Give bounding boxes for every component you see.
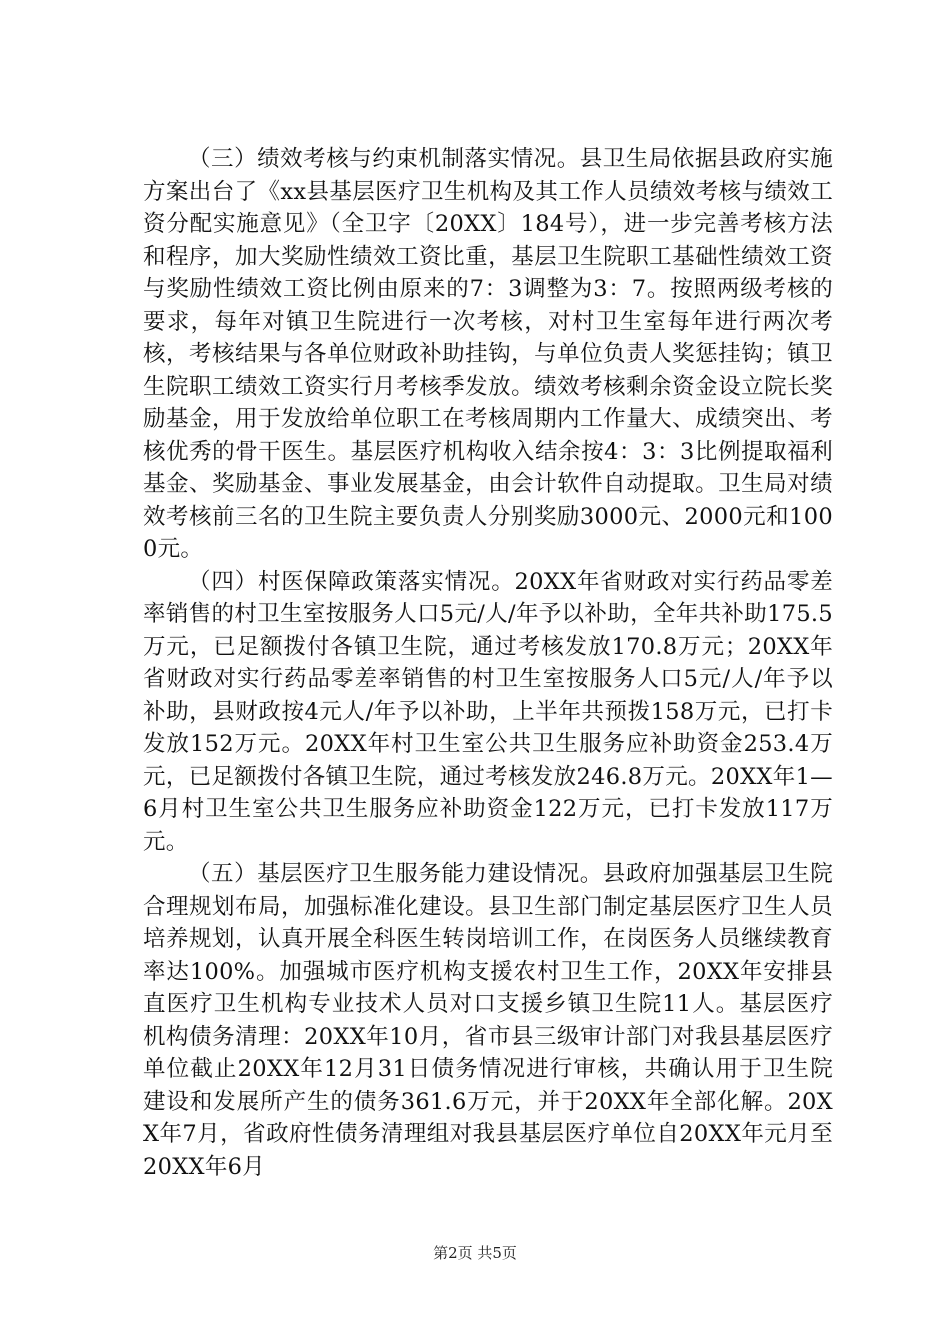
paragraph-service-capacity: （五）基层医疗卫生服务能力建设情况。县政府加强基层卫生院合理规划布局，加强标准化建设。县卫生部门制定基层医疗卫生人员培养规划，认真开展全科医生转岗培训工作，在岗医务人员继续教育率达100%。加强城市医疗机构支援农村卫生工作，20XX年安排县直医疗卫生机构专业技术人员对口支援乡镇卫生院11人。基层医疗机构债务清理：20XX年10月，省市县三级审计部门对我县基层医疗单位截止20XX年12月31日债务情况进行审核，共确认用于卫生院建设和发展所产生的债务361.6万元，并于20XX年全部化解。20XX年7月，省政府性债务清理组对我县基层医疗单位自20XX年元月至20XX年6月 [143, 861, 833, 1180]
paragraph-performance-assessment: （三）绩效考核与约束机制落实情况。县卫生局依据县政府实施方案出台了《xx县基层医疗卫生机构及其工作人员绩效考核与绩效工资分配实施意见》（全卫字〔20XX〕184号），进一步完善考核方法和程序，加大奖励性绩效工资比重，基层卫生院职工基础性绩效工资与奖励性绩效工资比例由原来的7：3调整为3：7。按照两级考核的要求，每年对镇卫生院进行一次考核，对村卫生室每年进行两次考核，考核结果与各单位财政补助挂钩，与单位负责人奖惩挂钩；镇卫生院职工绩效工资实行月考核季发放。绩效考核剩余资金设立院长奖励基金，用于发放给单位职工在考核周期内工作量大、成绩突出、考核优秀的骨干医生。基层医疗机构收入结余按4：3：3比例提取福利基金、奖励基金、事业发展基金，由会计软件自动提取。卫生局对绩效考核前三名的卫生院主要负责人分别奖励3000元、2000元和1000元。 [143, 146, 833, 562]
paragraph-village-doctor-policy: （四）村医保障政策落实情况。20XX年省财政对实行药品零差率销售的村卫生室按服务人口5元/人/年予以补助，全年共补助175.5万元，已足额拨付各镇卫生院，通过考核发放170.8万元；20XX年省财政对实行药品零差率销售的村卫生室按服务人口5元/人/年予以补助，县财政按4元人/年予以补助，上半年共预拨158万元，已打卡发放152万元。20XX年村卫生室公共卫生服务应补助资金253.4万元，已足额拨付各镇卫生院，通过考核发放246.8万元。20XX年1—6月村卫生室公共卫生服务应补助资金122万元，已打卡发放117万元。 [143, 568, 833, 855]
page-footer: 第2页 共5页 [433, 1244, 517, 1262]
document-body [143, 143, 833, 1183]
